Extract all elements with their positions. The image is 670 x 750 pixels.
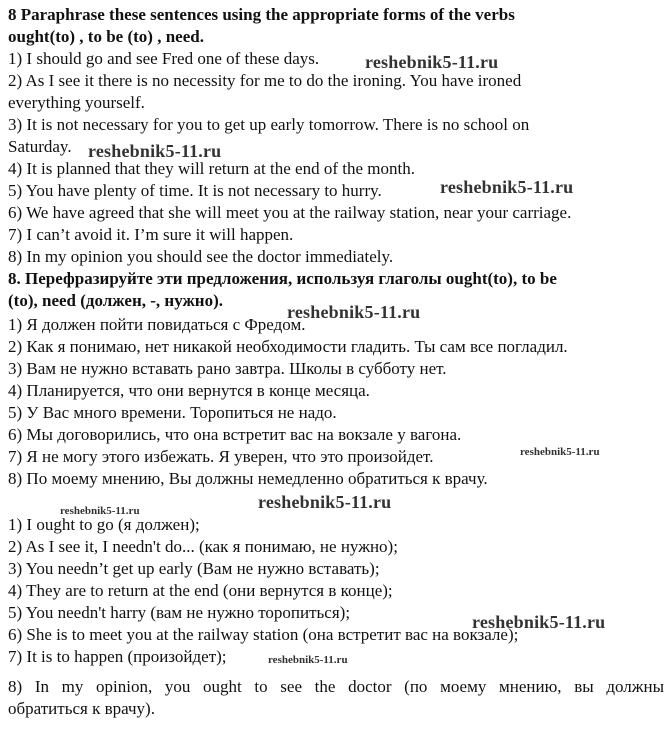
sentence-3: 3) It is not necessary for you to get up early tomorrow. There is no school on [8,115,530,134]
sentence-5: 5) You have plenty of time. It is not necessary to hurry. [8,181,382,200]
answer-7: 7) It is to happen (произойдет); [8,647,227,666]
watermark: reshebnik5-11.ru [440,177,574,197]
answer-8-cont: обратиться к врачу). [8,699,155,718]
watermark: reshebnik5-11.ru [268,654,348,666]
answer-3: 3) You needn’t get up early (Вам не нужно вставать); [8,559,380,578]
exercise-heading-cont: ought(to) , to be (to) , need. [8,27,204,46]
sentence-3-cont: Saturday. [8,137,72,156]
translation-heading-cont: (to), need (должен, -, нужно). [8,291,224,310]
translation-5: 5) У Вас много времени. Торопиться не надо. [8,403,337,422]
exercise-heading: 8 Paraphrase these sentences using the appropriate forms of the verbs [8,5,515,24]
sentence-2: 2) As I see it there is no necessity for me to do the ironing. You have ironed [8,71,522,90]
translation-heading: 8. Перефразируйте эти предложения, используя глаголы ought(to), to be [8,269,557,288]
translation-4: 4) Планируется, что они вернутся в конце месяца. [8,381,370,400]
answer-1: 1) I ought to go (я должен); [8,515,200,534]
translation-3: 3) Вам не нужно вставать рано завтра. Школы в субботу нет. [8,359,447,378]
translation-2: 2) Как я понимаю, нет никакой необходимости гладить. Ты сам все погладил. [8,337,568,356]
watermark: reshebnik5-11.ru [258,492,392,512]
answer-2: 2) As I see it, I needn't do... (как я понимаю, не нужно); [8,537,398,556]
sentence-7: 7) I can’t avoid it. I’m sure it will happen. [8,225,294,244]
answer-4: 4) They are to return at the end (они вернутся в конце); [8,581,393,600]
translation-6: 6) Мы договорились, что она встретит вас на вокзале у вагона. [8,425,462,444]
sentence-6: 6) We have agreed that she will meet you at the railway station, near your carriage. [8,203,572,222]
watermark: reshebnik5-11.ru [472,612,606,632]
watermark: reshebnik5-11.ru [520,446,600,458]
sentence-8: 8) In my opinion you should see the doctor immediately. [8,247,394,266]
watermark: reshebnik5-11.ru [287,302,421,322]
translation-7: 7) Я не могу этого избежать. Я уверен, что это произойдет. [8,447,434,466]
translation-8: 8) По моему мнению, Вы должны немедленно обратиться к врачу. [8,469,488,488]
answer-5: 5) You needn't harry (вам не нужно торопиться); [8,603,351,622]
answer-8: 8) In my opinion, you ought to see the doctor (по моему мнению, вы должны [8,677,664,696]
watermark: reshebnik5-11.ru [60,505,140,517]
translation-1: 1) Я должен пойти повидаться с Фредом. [8,315,306,334]
watermark: reshebnik5-11.ru [365,52,499,72]
sentence-2-cont: everything yourself. [8,93,145,112]
watermark: reshebnik5-11.ru [88,141,222,161]
sentence-1: 1) I should go and see Fred one of these days. [8,49,320,68]
sentence-4: 4) It is planned that they will return at the end of the month. [8,159,415,178]
answer-6: 6) She is to meet you at the railway station (она встретит вас на вокзале); [8,625,519,644]
